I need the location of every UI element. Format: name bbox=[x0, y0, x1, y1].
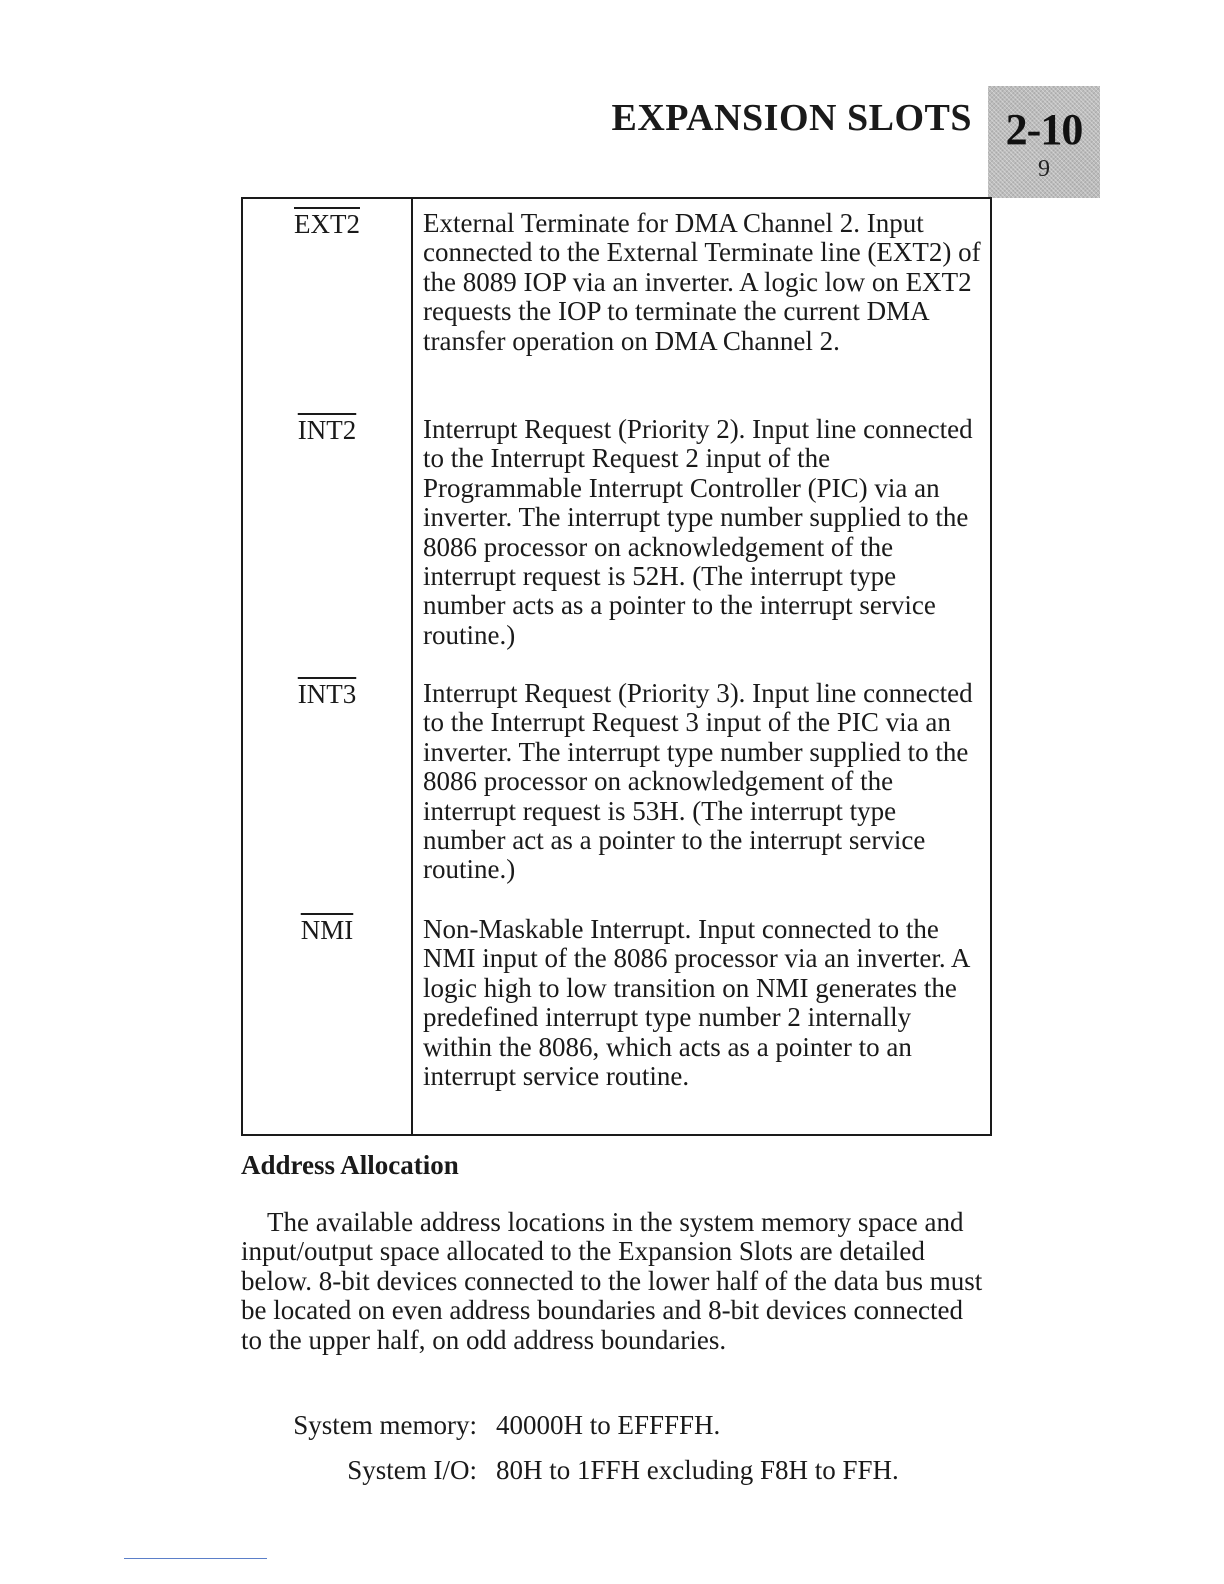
memory-value: 40000H to EFFFFH. bbox=[496, 1410, 721, 1440]
signal-table bbox=[241, 197, 992, 1136]
signal-name-int2: INT2 bbox=[297, 415, 357, 445]
memory-label: System memory: bbox=[293, 1410, 477, 1440]
signal-desc-int2: Interrupt Request (Priority 2). Input line connected to the Interrupt Request 2 input of the Programmable Interrupt Controller (PIC) via an inverter. The interrupt type number supplied to the 8086 processor on acknowledgement of the interrupt request is 52H. (The interrupt type number acts as a pointer to the interrupt service routine.) bbox=[423, 414, 973, 650]
signal-name-ext2: EXT2 bbox=[294, 209, 360, 239]
section-heading: Address Allocation bbox=[241, 1150, 459, 1180]
chapter-tab-number: 2-10 bbox=[1005, 105, 1083, 154]
signal-name-nmi: $\overline{NMI}$ bbox=[300, 915, 354, 945]
signal-name-int3: INT3 bbox=[297, 679, 357, 709]
table-divider bbox=[411, 199, 413, 1134]
signal-desc-nmi: Non-Maskable Interrupt. Input connected to the NMI input of the 8086 processor via an inverter. A logic high to low transition on NMI generates the predefined interrupt type number 2 internally within the 8086, which acts as a pointer to an interrupt service routine. bbox=[423, 914, 969, 1092]
page-number: 9 bbox=[1038, 156, 1050, 182]
signal-desc-int3: Interrupt Request (Priority 3). Input line connected to the Interrupt Request 3 input of the PIC via an inverter. The interrupt type number supplied to the 8086 processor on acknowledgement of the interrupt request is 53H. (The interrupt type number act as a pointer to the interrupt service routine.) bbox=[423, 678, 973, 885]
chapter-tab bbox=[988, 86, 1100, 198]
body-paragraph: The available address locations in the system memory space and input/output space allocated to the Expansion Slots are detailed below. 8-bit devices connected to the lower half of the data bus must be located on even address boundaries and 8-bit devices connected to the upper half, on odd address boundaries. bbox=[241, 1207, 983, 1355]
signal-desc-ext2: External Terminate for DMA Channel 2. Input connected to the External Terminate line (EXT2) of the 8089 IOP via an inverter. A logic low on EXT2 requests the IOP to terminate the current DMA transfer operation on DMA Channel 2. bbox=[423, 208, 981, 356]
page-title: EXPANSION SLOTS bbox=[611, 97, 972, 139]
footer-rule bbox=[124, 1558, 267, 1559]
io-label: System I/O: bbox=[347, 1455, 477, 1485]
io-value: 80H to 1FFH excluding F8H to FFH. bbox=[496, 1455, 899, 1485]
